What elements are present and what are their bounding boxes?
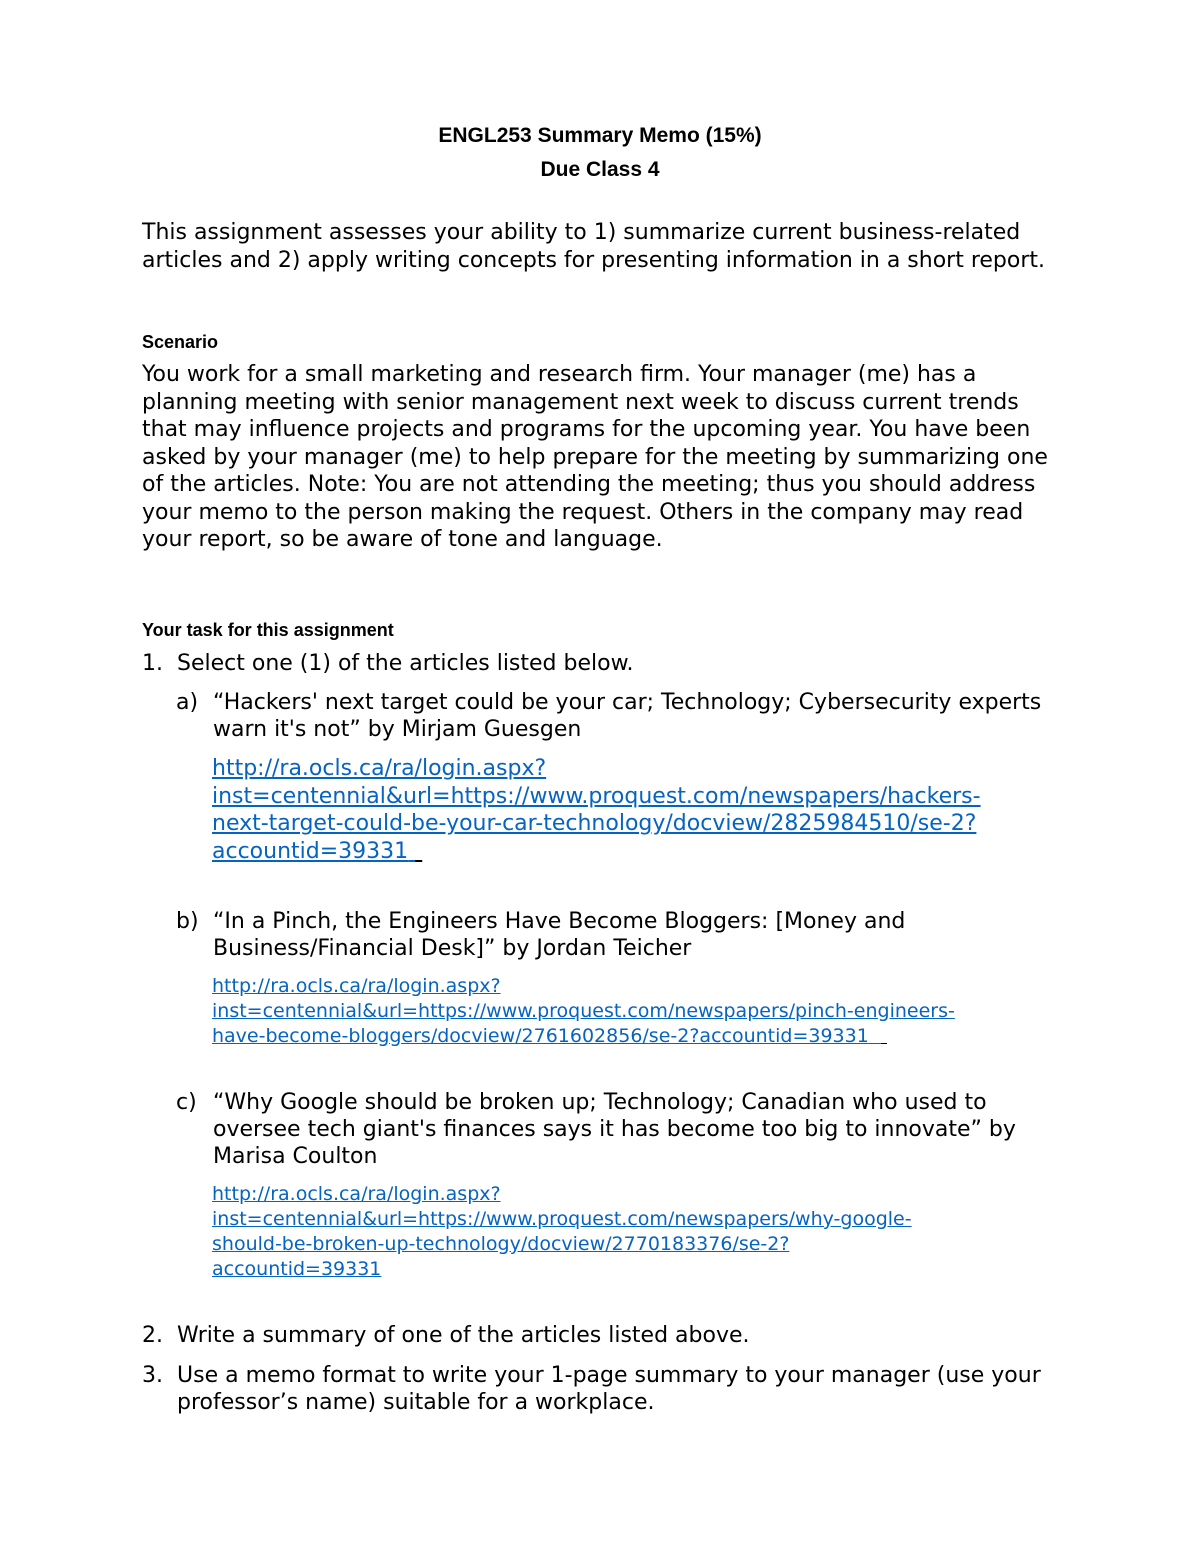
link-line: accountid=39331 <box>212 1258 382 1280</box>
scenario-heading: Scenario <box>142 332 219 352</box>
link-line: accountid=39331 <box>212 838 409 864</box>
link-line: next-target-could-be-your-car-technology/docview/2825984510/se-2? <box>212 811 977 836</box>
article-c-link[interactable] <box>212 1182 1082 1282</box>
step-number: 3. <box>142 1363 163 1388</box>
article-title: “In a Pinch, the Engineers Have Become Bloggers: [Money and Business/Financial Desk]” by Jordan Teicher <box>213 909 906 961</box>
link-line: inst=centennial&url=https://www.proquest.com/newspapers/hackers- <box>212 783 981 809</box>
intro-paragraph: This assignment assesses your ability to 1) summarize current business-related articles and 2) apply writing concepts for presenting information in a short report. <box>142 220 1046 273</box>
link-line: inst=centennial&url=https://www.proquest.com/newspapers/why-google- <box>212 1208 912 1230</box>
article-label: a) <box>176 690 199 715</box>
task-heading: Your task for this assignment <box>142 620 394 640</box>
step-text: Select one (1) of the articles listed below. <box>177 651 634 676</box>
article-title: “Hackers' next target could be your car; Technology; Cybersecurity experts warn it's not” by Mirjam Guesgen <box>213 690 1042 742</box>
document-subtitle: Due Class 4 <box>540 158 660 181</box>
step-text: Write a summary of one of the articles listed above. <box>177 1323 750 1348</box>
article-label: b) <box>176 909 199 934</box>
document-title: ENGL253 Summary Memo (15%) <box>438 124 762 147</box>
step-number: 1. <box>142 651 163 676</box>
article-title: “Why Google should be broken up; Technology; Canadian who used to oversee tech giant's finances says it has become too big to innovate” by Marisa Coulton <box>213 1090 1016 1169</box>
link-line: inst=centennial&url=https://www.proquest.com/newspapers/pinch-engineers- <box>212 1000 955 1022</box>
step-text: Use a memo format to write your 1-page summary to your manager (use your professor’s name) suitable for a workplace. <box>177 1363 1041 1415</box>
link-line: should-be-broken-up-technology/docview/2770183376/se-2? <box>212 1233 790 1255</box>
link-line: http://ra.ocls.ca/ra/login.aspx? <box>212 975 501 997</box>
step-number: 2. <box>142 1323 163 1348</box>
article-label: c) <box>176 1090 197 1115</box>
link-line: http://ra.ocls.ca/ra/login.aspx? <box>212 1183 501 1205</box>
scenario-paragraph: You work for a small marketing and research firm. Your manager (me) has a planning meeting with senior management next week to discuss current trends that may influence projects and programs for the upcoming year. You have been asked by your manager (me) to help prepare for the meeting by summarizing one of the articles. Note: You are not attending the meeting; thus you should address your memo to the person making the request. Others in the company may read your report, so be aware of tone and language. <box>142 362 1048 552</box>
link-line: have-become-bloggers/docview/2761602856/se-2?accountid=39331 <box>212 1025 869 1047</box>
article-a-link[interactable] <box>212 755 1072 865</box>
article-b-link[interactable] <box>212 974 1082 1049</box>
link-line: http://ra.ocls.ca/ra/login.aspx? <box>212 756 547 781</box>
